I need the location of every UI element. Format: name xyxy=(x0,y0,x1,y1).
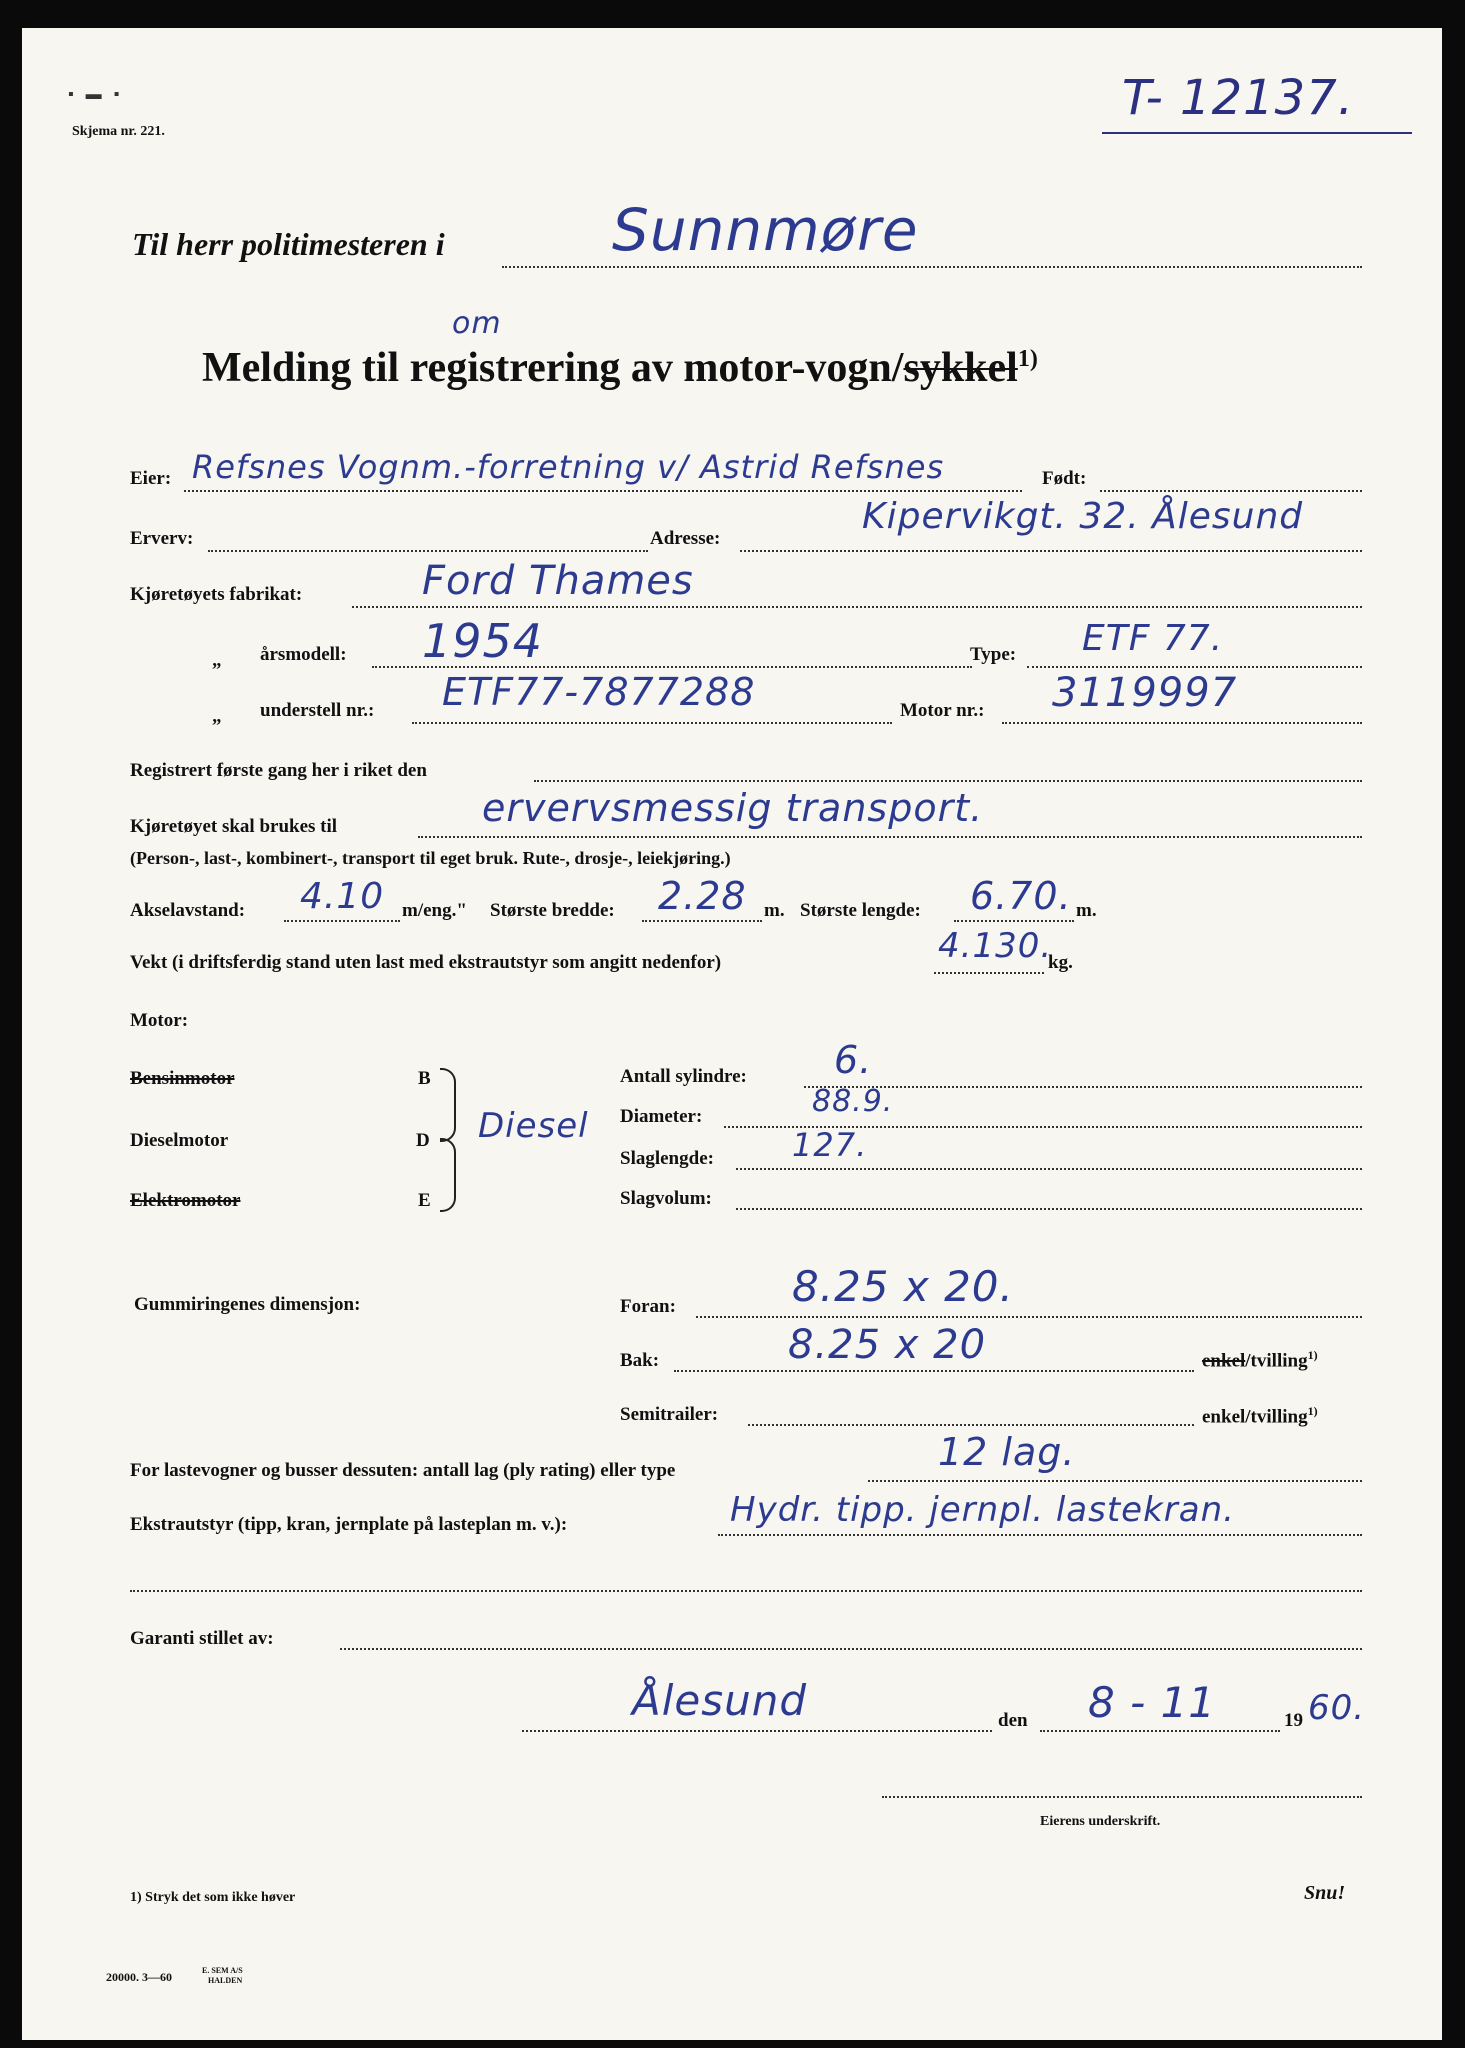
slagvolum-dots xyxy=(736,1208,1362,1210)
arsmodell-label: årsmodell: xyxy=(260,644,347,665)
type-label: Type: xyxy=(970,644,1017,665)
motor-type-elektro-label: Elektromotor xyxy=(130,1190,241,1211)
vekt-dots xyxy=(934,972,1044,974)
bredde-unit: m. xyxy=(764,900,785,921)
sylindre-value: 6. xyxy=(834,1038,873,1082)
slaglengde-label: Slaglengde: xyxy=(620,1148,714,1169)
footnote: 1) Stryk det som ikke høver xyxy=(130,1890,296,1905)
type-dots xyxy=(1027,666,1362,668)
akselavstand-value: 4.10 xyxy=(300,876,385,917)
type-value: ETF 77. xyxy=(1082,618,1224,659)
title-footnote-ref: 1) xyxy=(1017,346,1038,372)
addressee-dots xyxy=(502,266,1362,268)
place-dots xyxy=(522,1730,992,1732)
title-main: registrering av motor-vogn/ xyxy=(409,345,904,391)
foran-dots xyxy=(696,1316,1362,1318)
foran-label: Foran: xyxy=(620,1296,676,1317)
motor-type-elektro xyxy=(130,1190,240,1212)
brukes-value: ervervsmessig transport. xyxy=(482,786,984,830)
motor-type-diesel-label: Dieselmotor xyxy=(130,1130,229,1151)
garanti-dots xyxy=(340,1648,1362,1650)
motor-code-b: B xyxy=(418,1068,431,1089)
ekstrautstyr-dots xyxy=(718,1534,1362,1536)
file-ref-underline xyxy=(1102,132,1412,134)
form-sheet xyxy=(22,28,1442,2040)
printer-city: HALDEN xyxy=(208,1976,243,1985)
fabrikat-value: Ford Thames xyxy=(422,558,694,604)
signing-date: 8 - 11 xyxy=(1088,1678,1217,1727)
motor-choice: Diesel xyxy=(478,1106,589,1146)
lengde-dots xyxy=(954,920,1074,922)
understell-label: understell nr.: xyxy=(260,700,375,721)
fabrikat-label: Kjøretøyets fabrikat: xyxy=(130,584,303,605)
bredde-label: Største bredde: xyxy=(490,900,615,921)
vekt-unit: kg. xyxy=(1048,952,1073,973)
bak-suffix xyxy=(1202,1348,1318,1372)
akselavstand-dots xyxy=(284,920,400,922)
printer-name: E. SEM A/S xyxy=(202,1966,243,1975)
ditto-mark-2: „ xyxy=(212,706,222,727)
ekstrautstyr-value: Hydr. tipp. jernpl. lastekran. xyxy=(730,1490,1235,1530)
addressee-label: Til herr politimesteren i xyxy=(132,226,445,262)
signing-place: Ålesund xyxy=(632,1676,808,1725)
eier-value: Refsnes Vognm.-forretning v/ Astrid Refsnes xyxy=(192,448,945,486)
garanti-label: Garanti stillet av: xyxy=(130,1628,274,1649)
semitrailer-suffix-text: enkel/tvilling xyxy=(1202,1406,1308,1428)
bak-dots xyxy=(674,1370,1194,1372)
understell-value: ETF77-7877288 xyxy=(442,670,756,714)
date-dots xyxy=(1040,1730,1280,1732)
motor-type-bensin-label: Bensinmotor xyxy=(130,1068,235,1089)
semitrailer-ref: 1) xyxy=(1307,1404,1318,1418)
motor-code-d: D xyxy=(416,1130,430,1151)
adresse-dots xyxy=(740,550,1362,552)
motor-brace-bottom xyxy=(440,1138,456,1212)
title-prefix: Melding til xyxy=(202,345,400,391)
fodt-label: Født: xyxy=(1042,468,1087,489)
erverv-label: Erverv: xyxy=(130,528,194,549)
file-reference: T- 12137. xyxy=(1122,70,1355,126)
bak-ref: 1) xyxy=(1307,1348,1318,1362)
slaglengde-dots xyxy=(736,1168,1362,1170)
signing-year-prefix: 19 xyxy=(1284,1710,1303,1731)
ditto-mark-1: „ xyxy=(212,650,222,671)
foran-value: 8.25 x 20. xyxy=(792,1262,1014,1311)
sylindre-label: Antall sylindre: xyxy=(620,1066,747,1087)
vekt-label: Vekt (i driftsferdig stand uten last med ekstrautstyr som angitt nedenfor) xyxy=(130,952,722,973)
signing-year-suffix: 60. xyxy=(1308,1688,1366,1728)
page-title xyxy=(202,344,1038,392)
eier-dots xyxy=(184,490,1022,492)
motor-label: Motor: xyxy=(130,1010,189,1031)
lengde-value: 6.70. xyxy=(970,874,1072,918)
motor-type-diesel xyxy=(130,1130,228,1152)
lengde-unit: m. xyxy=(1076,900,1097,921)
brukes-note: (Person-, last-, kombinert-, transport til eget bruk. Rute-, drosje-, leiekjøring.) xyxy=(130,848,731,868)
bak-label: Bak: xyxy=(620,1350,660,1371)
title-insert: om xyxy=(452,306,502,341)
adresse-label: Adresse: xyxy=(650,528,721,549)
motor-brace-top xyxy=(440,1068,456,1142)
bak-tvilling: /tvilling xyxy=(1245,1350,1308,1372)
semitrailer-label: Semitrailer: xyxy=(620,1404,719,1425)
akselavstand-unit: m/eng." xyxy=(402,900,467,921)
understell-dots xyxy=(412,722,892,724)
registrert-dots xyxy=(534,780,1362,782)
ekstrautstyr-label: Ekstrautstyr (tipp, kran, jernplate på lasteplan m. v.): xyxy=(130,1514,568,1535)
fabrikat-dots xyxy=(352,606,1362,608)
signing-den: den xyxy=(998,1710,1028,1731)
semitrailer-suffix xyxy=(1202,1404,1318,1428)
signature-dots xyxy=(882,1796,1362,1798)
eier-label: Eier: xyxy=(130,468,172,489)
registrert-label: Registrert første gang her i riket den xyxy=(130,760,427,781)
diameter-value: 88.9. xyxy=(812,1084,894,1119)
motor-nr-label: Motor nr.: xyxy=(900,700,985,721)
tires-label: Gummiringenes dimensjon: xyxy=(134,1294,361,1315)
diameter-label: Diameter: xyxy=(620,1106,703,1127)
bredde-dots xyxy=(642,920,762,922)
lastevogner-dots xyxy=(868,1480,1362,1482)
vekt-value: 4.130. xyxy=(938,926,1053,966)
lastevogner-value: 12 lag. xyxy=(938,1430,1076,1474)
bak-value: 8.25 x 20 xyxy=(788,1322,987,1368)
semitrailer-dots xyxy=(748,1424,1194,1426)
motor-code-e: E xyxy=(418,1190,431,1211)
slaglengde-value: 127. xyxy=(792,1126,868,1164)
brukes-label: Kjøretøyet skal brukes til xyxy=(130,816,338,837)
arsmodell-value: 1954 xyxy=(422,614,544,668)
slagvolum-label: Slagvolum: xyxy=(620,1188,712,1209)
bredde-value: 2.28 xyxy=(658,874,747,918)
ekstrautstyr-dots-2 xyxy=(130,1590,1362,1592)
lengde-label: Største lengde: xyxy=(800,900,921,921)
motor-nr-dots xyxy=(1002,722,1362,724)
bak-enkel: enkel xyxy=(1202,1350,1246,1372)
addressee-value: Sunnmøre xyxy=(612,196,919,264)
fodt-dots xyxy=(1100,490,1362,492)
form-number: Skjema nr. 221. xyxy=(72,124,165,139)
signature-label: Eierens underskrift. xyxy=(1040,1814,1161,1829)
motor-nr-value: 3119997 xyxy=(1052,670,1238,716)
printer-run: 20000. 3—60 xyxy=(106,1970,172,1984)
brukes-dots xyxy=(418,836,1362,838)
adresse-value: Kipervikgt. 32. Ålesund xyxy=(862,496,1304,537)
lastevogner-label: For lastevogner og busser dessuten: antall lag (ply rating) eller type xyxy=(130,1460,676,1481)
snu-note: Snu! xyxy=(1304,1882,1346,1904)
motor-type-bensin xyxy=(130,1068,235,1090)
akselavstand-label: Akselavstand: xyxy=(130,900,246,921)
title-struck: sykkel xyxy=(903,345,1018,391)
erverv-dots xyxy=(208,550,648,552)
top-mark: ▪ ▬ ▪ xyxy=(68,86,124,103)
